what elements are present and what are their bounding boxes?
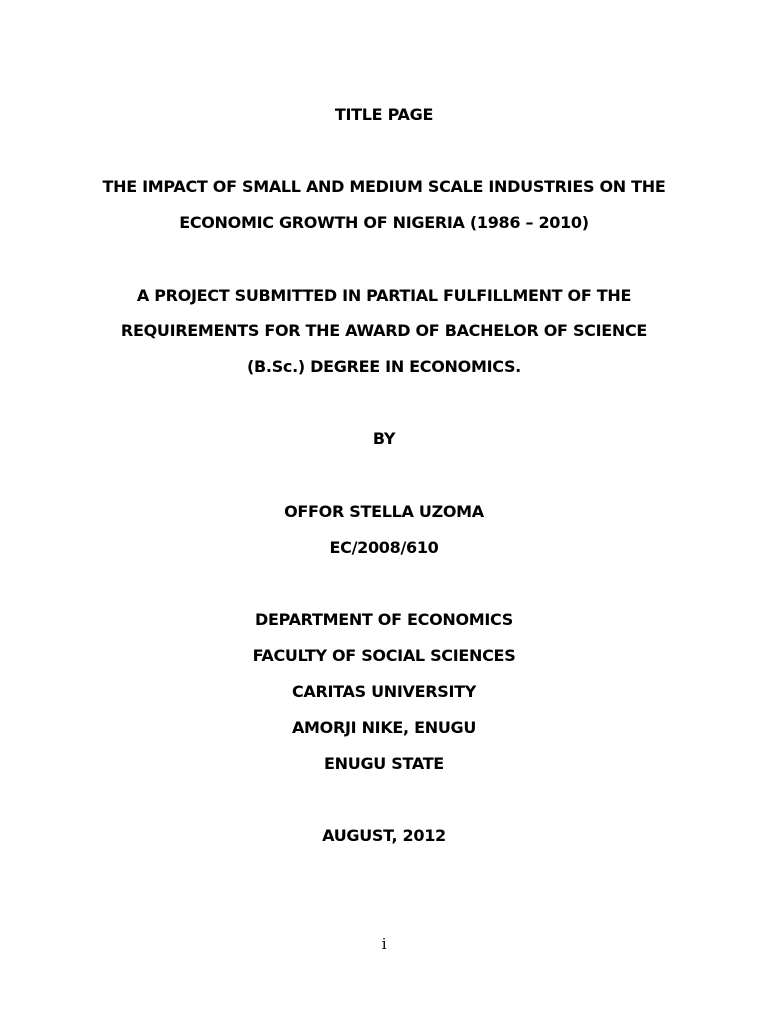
page-number: i xyxy=(381,935,387,953)
department-name: DEPARTMENT OF ECONOMICS xyxy=(255,610,513,629)
author-name: OFFOR STELLA UZOMA xyxy=(284,502,484,521)
submission-date: AUGUST, 2012 xyxy=(322,826,446,845)
project-title-line-2: ECONOMIC GROWTH OF NIGERIA (1986 – 2010) xyxy=(179,213,589,232)
university-location: AMORJI NIKE, ENUGU xyxy=(291,718,477,737)
by-label: BY xyxy=(372,429,396,448)
state-name: ENUGU STATE xyxy=(324,754,444,773)
page-heading: TITLE PAGE xyxy=(334,105,434,124)
submission-statement-line-2: REQUIREMENTS FOR THE AWARD OF BACHELOR OF SCIENCE xyxy=(120,321,648,340)
author-reg-number: EC/2008/610 xyxy=(329,538,439,557)
faculty-name: FACULTY OF SOCIAL SCIENCES xyxy=(252,646,516,665)
submission-statement-line-1: A PROJECT SUBMITTED IN PARTIAL FULFILLMENT OF THE xyxy=(136,286,632,305)
project-title-line-1: THE IMPACT OF SMALL AND MEDIUM SCALE INDUSTRIES ON THE xyxy=(102,177,666,196)
university-name: CARITAS UNIVERSITY xyxy=(291,682,477,701)
submission-statement-line-3: (B.Sc.) DEGREE IN ECONOMICS. xyxy=(247,357,521,376)
